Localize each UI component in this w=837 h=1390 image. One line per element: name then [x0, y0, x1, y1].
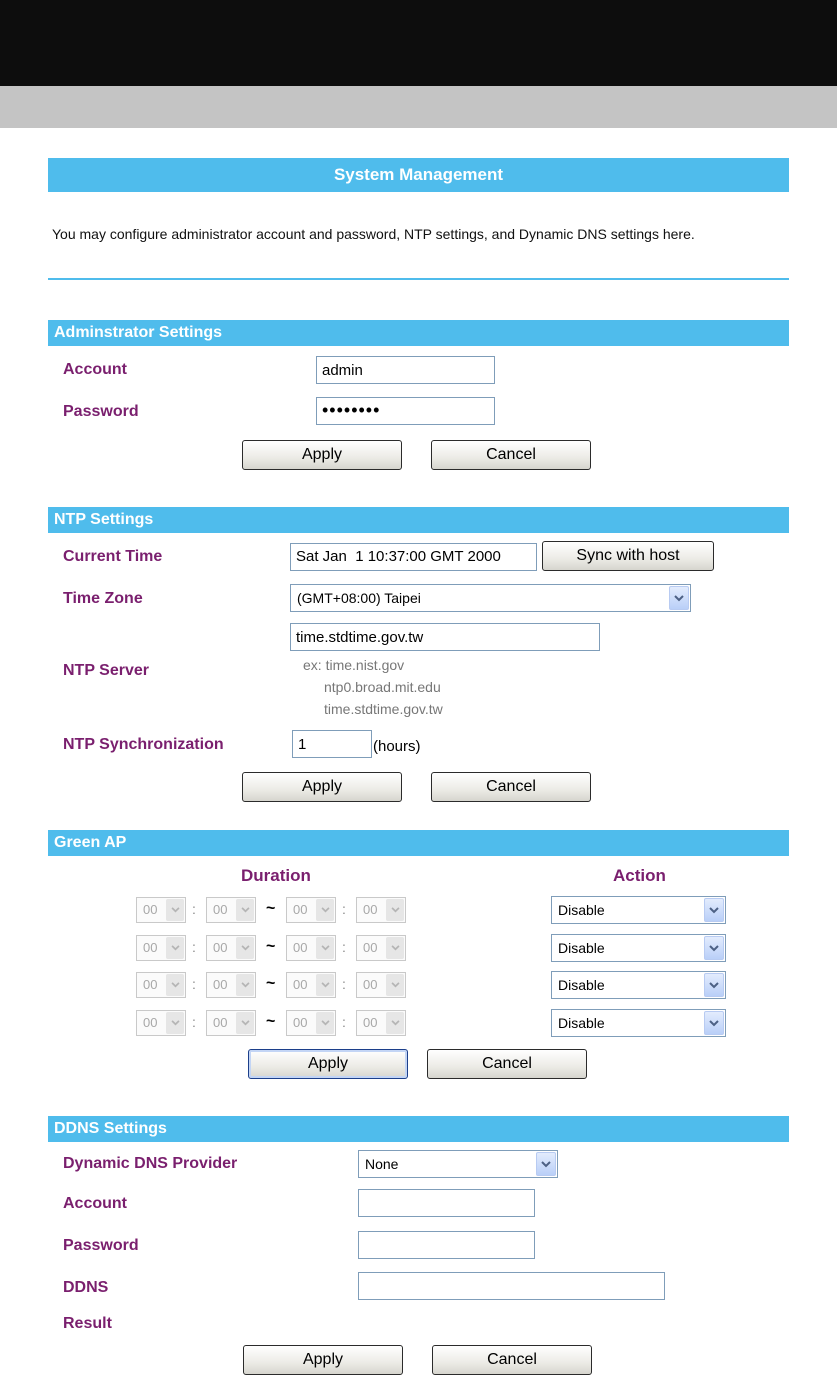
green-cancel-button[interactable]: Cancel [427, 1049, 587, 1079]
ntp-server-input[interactable] [290, 623, 600, 651]
top-header-bar [0, 0, 837, 86]
ddns-account-label: Account [63, 1195, 127, 1212]
chevron-down-icon [236, 1012, 254, 1034]
chevron-down-icon [316, 974, 334, 996]
end-hour-select-value: 00 [293, 902, 308, 917]
admin-section-heading: Adminstrator Settings [48, 320, 789, 346]
sync-with-host-button[interactable]: Sync with host [542, 541, 714, 571]
ddns-password-label: Password [63, 1237, 139, 1254]
ddns-section-heading: DDNS Settings [48, 1116, 789, 1142]
chevron-down-icon [166, 974, 184, 996]
chevron-down-icon [704, 1011, 724, 1035]
chevron-down-icon [236, 974, 254, 996]
end-minute-select-value: 00 [363, 902, 378, 917]
action-value: Disable [558, 902, 605, 918]
divider [48, 278, 789, 280]
chevron-down-icon [536, 1152, 556, 1176]
ddns-provider-select[interactable] [358, 1150, 558, 1178]
time-colon: : [342, 901, 346, 917]
start-minute-select-value: 00 [213, 1015, 228, 1030]
duration-column-header: Duration [241, 866, 311, 885]
end-minute-select[interactable] [356, 972, 406, 998]
admin-password-input[interactable]: •••••••• [316, 397, 495, 425]
green-ap-section-heading: Green AP [48, 830, 789, 856]
start-minute-select-value: 00 [213, 940, 228, 955]
ntp-time-zone-label: Time Zone [63, 590, 143, 607]
range-tilde: ~ [266, 975, 276, 992]
start-hour-select[interactable] [136, 1010, 186, 1036]
chevron-down-icon [316, 937, 334, 959]
chevron-down-icon [166, 1012, 184, 1034]
ddns-password-input[interactable] [358, 1231, 535, 1259]
ddns-apply-button[interactable]: Apply [243, 1345, 403, 1375]
action-value: Disable [558, 1015, 605, 1031]
ntp-cancel-button[interactable]: Cancel [431, 772, 591, 802]
time-colon: : [192, 976, 196, 992]
ntp-server-label: NTP Server [63, 662, 149, 679]
end-hour-select[interactable] [286, 972, 336, 998]
time-zone-select[interactable] [290, 584, 691, 612]
end-minute-select-value: 00 [363, 940, 378, 955]
start-hour-select-value: 00 [143, 940, 158, 955]
end-hour-select-value: 00 [293, 940, 308, 955]
action-select[interactable] [551, 934, 726, 962]
admin-account-label: Account [63, 361, 127, 378]
start-hour-select-value: 00 [143, 902, 158, 917]
chevron-down-icon [704, 898, 724, 922]
start-minute-select[interactable] [206, 897, 256, 923]
green-apply-button[interactable]: Apply [248, 1049, 408, 1079]
range-tilde: ~ [266, 938, 276, 955]
ddns-hostname-label: DDNS [63, 1279, 109, 1296]
chevron-down-icon [166, 899, 184, 921]
page-title: System Management [48, 158, 789, 192]
time-zone-value: (GMT+08:00) Taipei [297, 590, 421, 606]
ntp-current-time-label: Current Time [63, 548, 163, 565]
range-tilde: ~ [266, 1013, 276, 1030]
action-value: Disable [558, 940, 605, 956]
admin-password-label: Password [63, 403, 139, 420]
chevron-down-icon [669, 586, 689, 610]
ntp-server-hint-3: time.stdtime.gov.tw [324, 701, 443, 717]
ddns-cancel-button[interactable]: Cancel [432, 1345, 592, 1375]
ntp-apply-button[interactable]: Apply [242, 772, 402, 802]
start-hour-select[interactable] [136, 935, 186, 961]
end-minute-select[interactable] [356, 897, 406, 923]
admin-cancel-button[interactable]: Cancel [431, 440, 591, 470]
start-hour-select[interactable] [136, 972, 186, 998]
start-minute-select-value: 00 [213, 977, 228, 992]
chevron-down-icon [386, 974, 404, 996]
time-colon: : [342, 939, 346, 955]
end-minute-select[interactable] [356, 1010, 406, 1036]
chevron-down-icon [386, 937, 404, 959]
chevron-down-icon [316, 1012, 334, 1034]
chevron-down-icon [386, 899, 404, 921]
ddns-provider-label: Dynamic DNS Provider [63, 1155, 238, 1172]
action-select[interactable] [551, 1009, 726, 1037]
time-colon: : [192, 901, 196, 917]
ntp-sync-interval-input[interactable] [292, 730, 372, 758]
time-colon: : [192, 1014, 196, 1030]
ntp-current-time-input[interactable]: Sat Jan 1 10:37:00 GMT 2000 [290, 543, 537, 571]
ntp-sync-interval-unit: (hours) [373, 738, 421, 755]
chevron-down-icon [386, 1012, 404, 1034]
ntp-server-hint-2: ntp0.broad.mit.edu [324, 679, 441, 695]
chevron-down-icon [166, 937, 184, 959]
start-minute-select[interactable] [206, 935, 256, 961]
end-hour-select-value: 00 [293, 977, 308, 992]
page-intro: You may configure administrator account and password, NTP settings, and Dynamic DNS settings here. [52, 226, 695, 242]
ddns-account-input[interactable] [358, 1189, 535, 1217]
ntp-section-heading: NTP Settings [48, 507, 789, 533]
ddns-result-label: Result [63, 1315, 112, 1332]
end-hour-select[interactable] [286, 935, 336, 961]
sub-header-bar [0, 86, 837, 128]
ddns-provider-value: None [365, 1156, 399, 1172]
chevron-down-icon [236, 937, 254, 959]
end-minute-select-value: 00 [363, 1015, 378, 1030]
start-minute-select-value: 00 [213, 902, 228, 917]
admin-account-input[interactable] [316, 356, 495, 384]
chevron-down-icon [236, 899, 254, 921]
action-value: Disable [558, 977, 605, 993]
chevron-down-icon [316, 899, 334, 921]
time-colon: : [192, 939, 196, 955]
start-hour-select-value: 00 [143, 1015, 158, 1030]
end-hour-select[interactable] [286, 897, 336, 923]
range-tilde: ~ [266, 900, 276, 917]
start-minute-select[interactable] [206, 1010, 256, 1036]
action-select[interactable] [551, 971, 726, 999]
action-select[interactable] [551, 896, 726, 924]
admin-apply-button[interactable]: Apply [242, 440, 402, 470]
ntp-sync-interval-label: NTP Synchronization [63, 736, 224, 753]
end-hour-select-value: 00 [293, 1015, 308, 1030]
time-colon: : [342, 1014, 346, 1030]
ddns-hostname-input[interactable] [358, 1272, 665, 1300]
action-column-header: Action [613, 866, 666, 885]
end-minute-select-value: 00 [363, 977, 378, 992]
end-hour-select[interactable] [286, 1010, 336, 1036]
chevron-down-icon [704, 936, 724, 960]
start-minute-select[interactable] [206, 972, 256, 998]
start-hour-select-value: 00 [143, 977, 158, 992]
ntp-server-hint-1: ex: time.nist.gov [303, 657, 405, 673]
time-colon: : [342, 976, 346, 992]
chevron-down-icon [704, 973, 724, 997]
end-minute-select[interactable] [356, 935, 406, 961]
start-hour-select[interactable] [136, 897, 186, 923]
